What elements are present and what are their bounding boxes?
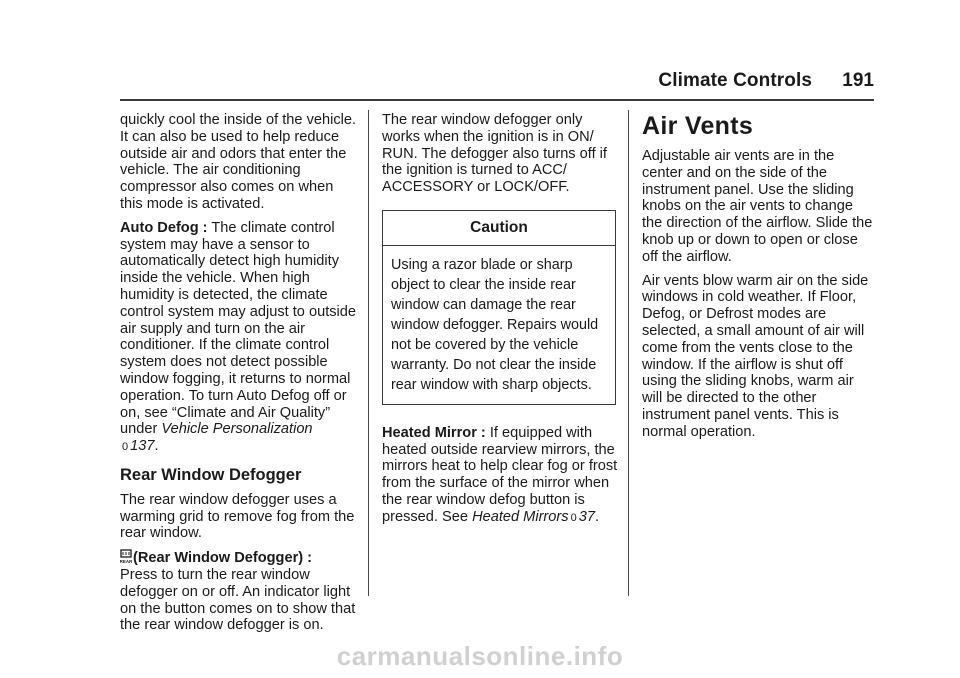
column-2: [382, 112, 620, 534]
heated-mirror-paragraph: [382, 425, 620, 527]
vehicle-personalization-link[interactable]: Vehicle Personalization: [161, 421, 313, 438]
auto-defog-text: The climate control system may have a sensor to automatically detect high humidity inside the vehicle. When high humidity is detected, the climate control system may adjust to outside air supply and turn on the air conditioner. If the climate control system does not detect possible window fogging, it returns to normal operation. To turn Auto Defog off or on, see “Climate and Air Quality” under: [120, 219, 357, 438]
heated-mirrors-link[interactable]: Heated Mirrors: [472, 508, 569, 525]
heated-mirror-text: If equipped with heated outside rearview mirrors, the mirrors heat to help clear fog or frost from the surface of the mirror when the rear window defog button is pressed. See: [382, 424, 618, 525]
page-reference-icon: 0: [570, 511, 577, 524]
rear-defogger-intro: The rear window defogger uses a warming grid to remove fog from the rear window.: [120, 491, 355, 542]
caution-title: Caution: [383, 211, 615, 246]
section-title: Climate Controls: [658, 70, 812, 91]
air-vents-paragraph-1: Adjustable air vents are in the center and on the side of the instrument panel. Use the sliding knobs on the air vents to change the direction of the airflow. Slide the knob up or down to open or close off the airflow.: [642, 148, 873, 265]
column-3: [642, 112, 876, 448]
ignition-paragraph: The rear window defogger only works when the ignition is in ON/ RUN. The defogger also turns off if the ignition is turned to ACC/ ACCESSORY or LOCK/OFF.: [382, 112, 607, 196]
column-divider-2: [628, 110, 629, 596]
rear-defogger-button-paragraph: [120, 549, 358, 634]
page-reference-icon: 0: [122, 441, 129, 454]
rear-defogger-text: Press to turn the rear window defogger on or off. An indicator light on the button comes on to show that the rear window defogger is on.: [120, 566, 356, 634]
page-number: 191: [842, 70, 874, 91]
heated-mirrors-page[interactable]: 37: [578, 508, 595, 525]
svg-text:REAR: REAR: [120, 559, 132, 565]
page-header: [120, 70, 874, 96]
air-vents-paragraph-2: Air vents blow warm air on the side windows in cold weather. If Floor, Defog, or Defrost modes are selected, a small amount of air will come from the vents close to the window. If the airflow is shut off using the sliding knobs, warm air will be directed to the other instrument panel vents. This is normal operation.: [642, 272, 869, 440]
column-divider-1: [368, 110, 369, 596]
rear-window-defogger-heading: Rear Window Defogger: [120, 465, 302, 484]
vehicle-personalization-page[interactable]: 137: [130, 438, 155, 455]
auto-defog-term: Auto Defog :: [120, 219, 208, 236]
header-rule: [120, 99, 874, 101]
sentence-end: .: [594, 508, 599, 525]
cooling-paragraph: quickly cool the inside of the vehicle. It can also be used to help reduce outside air and odors that enter the vehicle. The air conditioning compressor also comes on when this mode is activated.: [120, 112, 357, 212]
heated-mirror-term: Heated Mirror :: [382, 424, 486, 441]
watermark: carmanualsonline.info: [336, 641, 624, 671]
rear-defogger-term: (Rear Window Defogger) :: [133, 550, 313, 567]
rear-defog-icon: [120, 549, 132, 564]
air-vents-heading: Air Vents: [642, 112, 754, 140]
sentence-end: .: [154, 438, 159, 455]
column-1: [120, 112, 358, 641]
caution-box: [382, 210, 616, 405]
auto-defog-paragraph: [120, 220, 358, 456]
caution-text: Using a razor blade or sharp object to clear the inside rear window can damage the rear window defogger. Repairs would not be covered by the vehicle warranty. Do not clear the inside rear window with sharp objects.: [391, 256, 599, 393]
